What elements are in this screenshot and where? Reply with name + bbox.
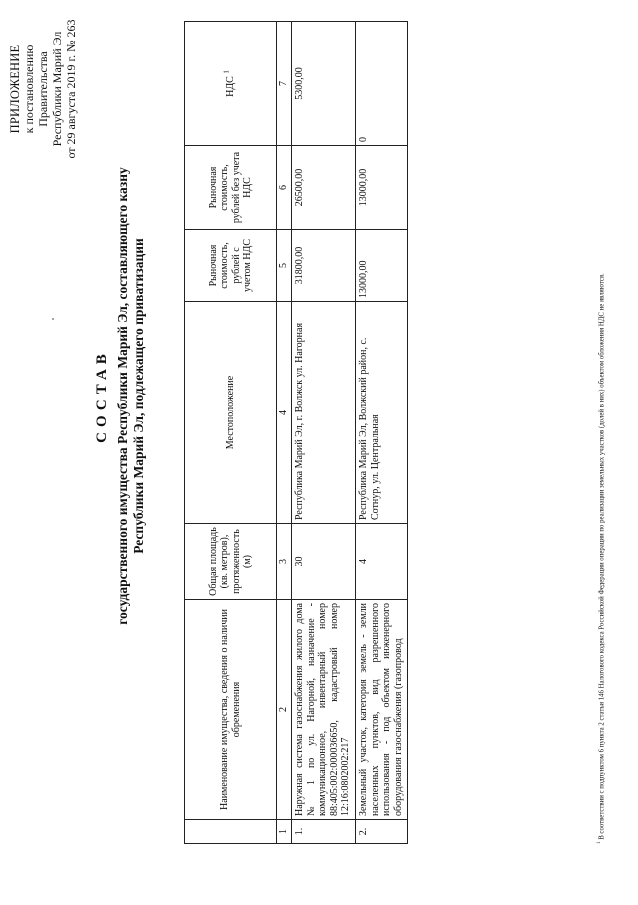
document-page	[4, 16, 624, 896]
row-price-without-vat: 26500,00	[292, 146, 356, 230]
column-number: 1	[277, 820, 292, 844]
appendix-block	[8, 14, 78, 164]
header-number	[185, 820, 277, 844]
row-number: 2.	[356, 820, 408, 844]
row-name: Земельный участок, категория земель - земли населенных пунктов, вид разрешенного использования - под объектом инженерного оборудования газоснабжения (газопровод	[356, 600, 408, 820]
header-vat-footnote-mark: 1	[222, 70, 231, 74]
header-vat	[185, 22, 277, 146]
table-row	[356, 22, 408, 844]
appendix-line: к постановлению Правительства	[22, 44, 50, 134]
row-location: Республика Марий Эл, г. Волжск ул. Нагорная	[292, 302, 356, 524]
column-number: 3	[277, 524, 292, 600]
row-vat: 0	[356, 22, 408, 146]
header-name: Наименование имущества, сведения о наличии обременения	[185, 600, 277, 820]
row-number: 1.	[292, 820, 356, 844]
row-name: Наружная система газоснабжения жилого дома № 1 по ул. Нагорной, назначение - коммуникационное, инвентарный номер 88:405:002:000036650, кадастровый номер 12:16:0802002:217	[292, 600, 356, 820]
header-price-without-vat: Рыночная стоимость, рублей без учета НДС	[185, 146, 277, 230]
header-location: Местоположение	[185, 302, 277, 524]
footnote-mark: 1	[597, 841, 602, 844]
header-area: Общая площадь (кв. метров), протяженность (м)	[185, 524, 277, 600]
header-vat-label: НДС	[224, 76, 236, 97]
document-title	[94, 46, 147, 746]
row-area: 30	[292, 524, 356, 600]
column-number: 7	[277, 22, 292, 146]
appendix-date-line: от 29 августа 2019 г. № 263	[64, 19, 78, 159]
title-line: Республики Марий Эл, подлежащего приватизации	[131, 238, 146, 554]
row-price-with-vat: 13000,00	[356, 230, 408, 302]
footnote-text: В соответствии с подпунктом 6 пункта 2 статьи 146 Налогового кодекса Российской Федерации операции по реализации земельных участков (долей в них) объектом обложения НДС не являются.	[598, 273, 606, 840]
appendix-heading: ПРИЛОЖЕНИЕ	[8, 44, 22, 134]
row-area: 4	[356, 524, 408, 600]
column-number-row	[277, 22, 292, 844]
table-row	[292, 22, 356, 844]
table-header-row	[185, 22, 277, 844]
title-heading: СОСТАВ	[94, 349, 110, 443]
row-vat: 5300,00	[292, 22, 356, 146]
appendix-line: Республики Марий Эл	[50, 31, 64, 147]
column-number: 6	[277, 146, 292, 230]
header-price-with-vat: Рыночная стоимость, рублей с учетом НДС	[185, 230, 277, 302]
row-location: Республика Марий Эл, Волжский район, с. Сотнур, ул. Центральная	[356, 302, 408, 524]
column-number: 4	[277, 302, 292, 524]
column-number: 2	[277, 600, 292, 820]
row-price-without-vat: 13000,00	[356, 146, 408, 230]
column-number: 5	[277, 230, 292, 302]
title-line: государственного имущества Республики Марий Эл, составляющего казну	[115, 167, 130, 625]
row-price-with-vat: 31800,00	[292, 230, 356, 302]
footnote	[596, 64, 606, 844]
property-table	[184, 21, 408, 844]
